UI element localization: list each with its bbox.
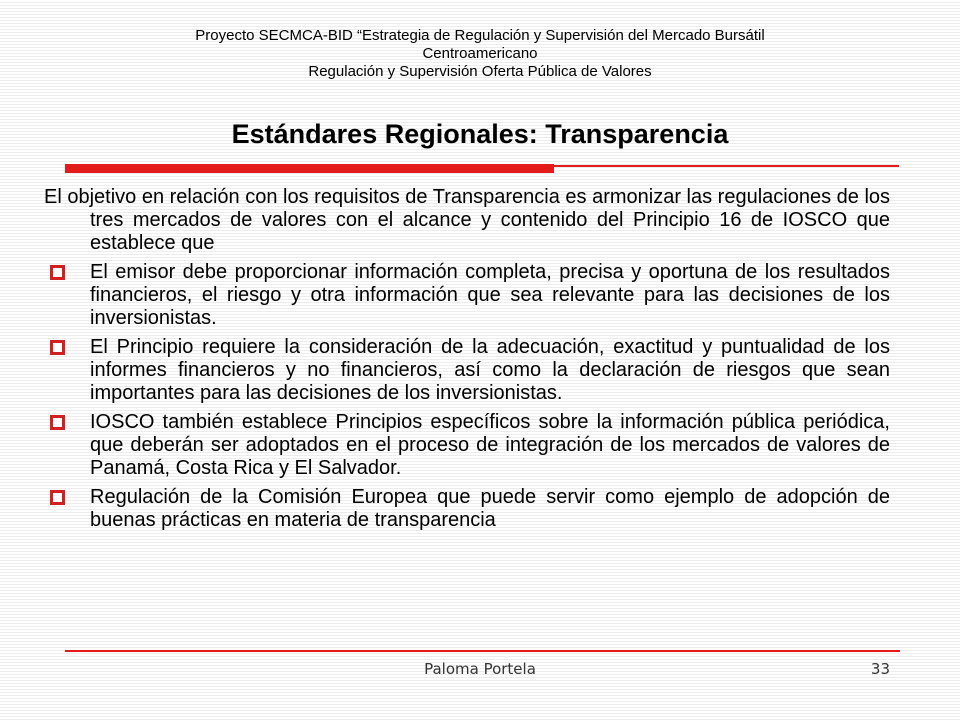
intro-paragraph: El objetivo en relación con los requisitos de Transparencia es armonizar las regulaciones de los tres mercados de valores con el alcance y contenido del Principio 16 de IOSCO que establece que	[44, 186, 891, 254]
page-number: 33	[870, 660, 890, 678]
hollow-square-bullet-icon	[50, 265, 65, 280]
footer-author: Paloma Portela	[424, 660, 536, 678]
slide-title: Estándares Regionales: Transparencia	[231, 119, 729, 149]
bullet-item	[44, 261, 890, 330]
bullet-item	[44, 486, 890, 532]
footer-divider	[65, 650, 900, 652]
bullet-text: Regulación de la Comisión Europea que puede servir como ejemplo de adopción de buenas prácticas en materia de transparencia	[90, 486, 890, 531]
bullet-text: El Principio requiere la consideración de la adecuación, exactitud y puntualidad de los informes financieros y no financieros, así como la declaración de riesgos que sean importantes para las decisiones de los inversionistas.	[90, 336, 890, 404]
hollow-square-bullet-icon	[50, 490, 65, 505]
title-accent-bar	[65, 164, 554, 173]
hollow-square-bullet-icon	[50, 415, 65, 430]
hollow-square-bullet-icon	[50, 340, 65, 355]
bullet-item	[44, 336, 890, 405]
slide-header	[60, 27, 900, 81]
bullet-text: IOSCO también establece Principios específicos sobre la información pública periódica, que deberán ser adoptados en el proceso de integración de los mercados de valores de Panamá, Costa Rica y El Salvador.	[90, 411, 890, 479]
header-line-market: Centroamericano	[422, 45, 538, 62]
slide-body	[44, 186, 890, 538]
header-line-subtitle: Regulación y Supervisión Oferta Pública de Valores	[308, 63, 652, 80]
title-accent-line	[554, 165, 899, 167]
bullet-text: El emisor debe proporcionar información completa, precisa y oportuna de los resultados financieros, el riesgo y otra información que sea relevante para las decisiones de los inversionistas.	[90, 261, 890, 329]
bullet-item	[44, 411, 890, 480]
header-line-project: Proyecto SECMCA-BID “Estrategia de Regulación y Supervisión del Mercado Bursátil	[195, 27, 765, 44]
